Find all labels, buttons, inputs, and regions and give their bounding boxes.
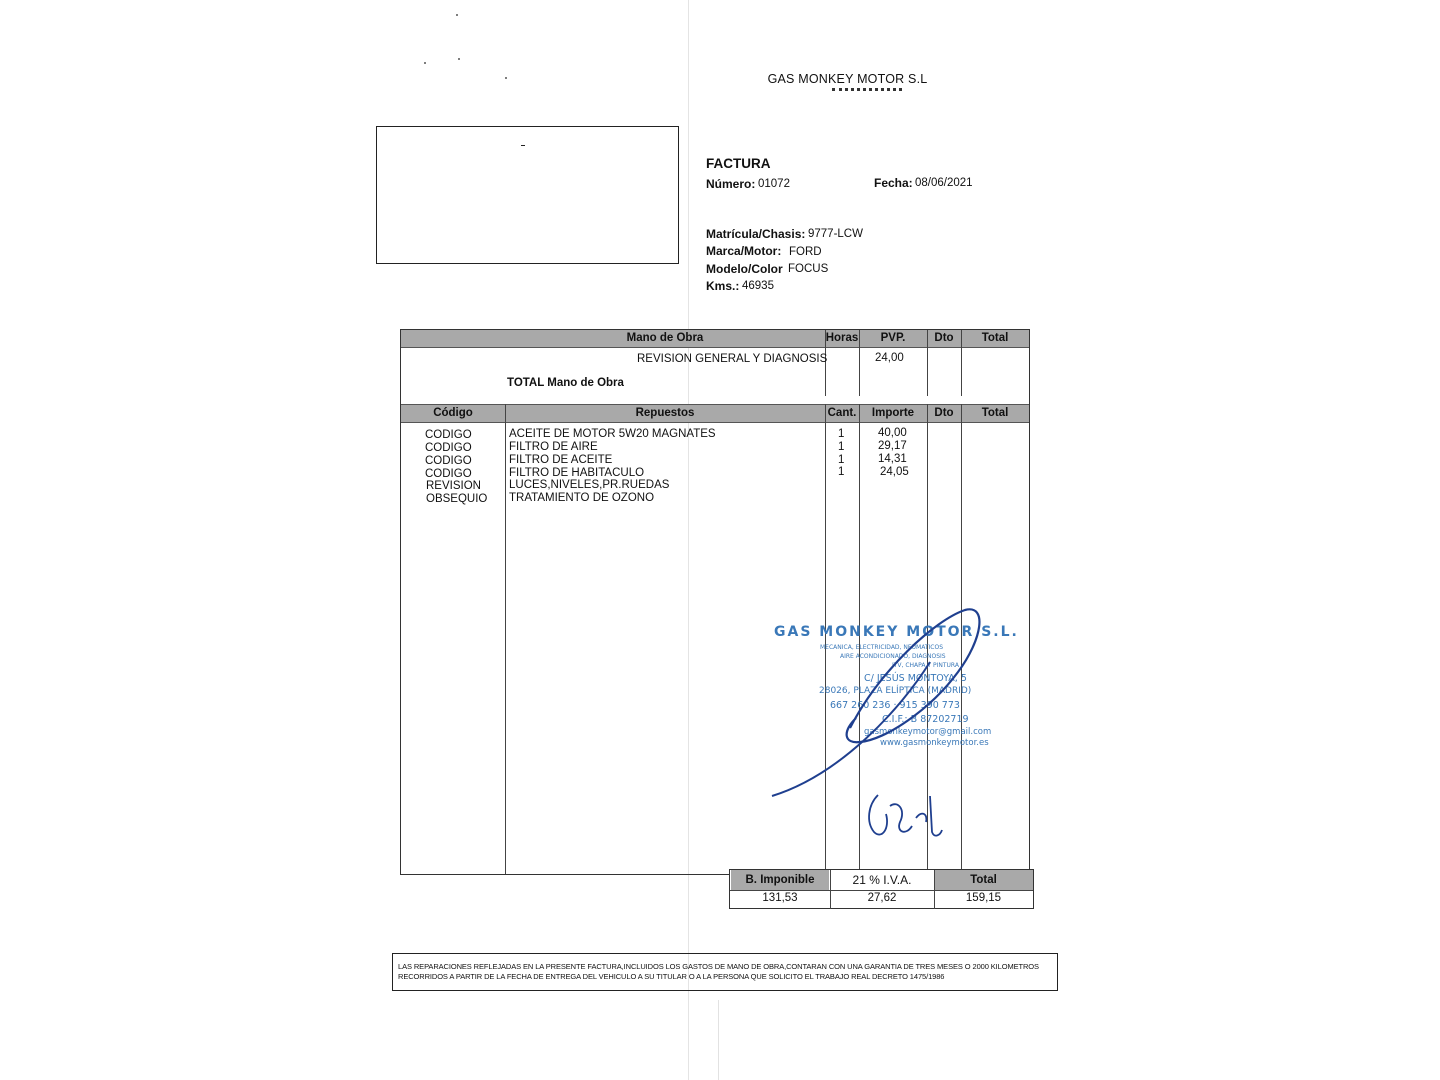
modelo-value: FOCUS — [788, 263, 829, 275]
part-row-cant: 1 — [838, 441, 845, 453]
parts-header-total: Total — [981, 407, 1009, 419]
warranty-notice: LAS REPARACIONES REFLEJADAS EN LA PRESENTE FACTURA,INCLUIDOS LOS GASTOS DE MANO DE OBRA,CONTARAN CON UNA GARANTIA DE TRES MESES O 2000 KILOMETROS RECORRIDOS A PARTIR DE LA FECHA DE ENTREGA DEL VEHICULO A SU TITULAR O A LA PERSONA QUE SOLICITO EL TRABAJO REAL DECRETO 1475/1986 — [392, 953, 1058, 991]
labor-header-mano-de-obra: Mano de Obra — [626, 332, 704, 344]
part-row-repuesto: FILTRO DE ACEITE — [509, 454, 613, 466]
invoice-number-label: Número: — [706, 177, 756, 191]
address-mark — [521, 145, 525, 146]
labor-header-pvp: PVP. — [880, 332, 906, 344]
labor-item-pvp: 24,00 — [875, 352, 904, 364]
iva-value: 27,62 — [867, 892, 897, 904]
labor-header-dto: Dto — [934, 332, 954, 344]
stamp-email: gasmonkeymotor@gmail.com — [864, 727, 992, 737]
signature-drawing — [760, 600, 1000, 860]
part-row-codigo: CODIGO — [425, 429, 472, 441]
labor-item-description: REVISION GENERAL Y DIAGNOSIS — [637, 353, 828, 365]
part-row-repuesto: FILTRO DE HABITACULO — [509, 467, 645, 479]
base-imponible-label: B. Imponible — [731, 870, 829, 890]
scan-speck — [505, 77, 507, 79]
paper-fold-line — [718, 1000, 719, 1080]
stamp-line: AIRE ACONDICIONADO, DIAGNOSIS — [840, 653, 946, 660]
parts-header-repuestos: Repuestos — [635, 407, 695, 419]
row-divider — [730, 890, 1033, 891]
labor-header-horas: Horas — [825, 332, 859, 344]
part-row-codigo: CODIGO — [425, 455, 472, 467]
totals-box — [729, 869, 1034, 909]
parts-header-dto: Dto — [934, 407, 954, 419]
stamp-web: www.gasmonkeymotor.es — [880, 738, 989, 748]
invoice-date-label: Fecha: — [874, 176, 913, 190]
kms-label: Kms.: — [706, 279, 740, 293]
scan-speck — [424, 62, 426, 64]
stamp-phones: 667 260 236 · 915 390 773 — [830, 700, 960, 711]
parts-header-importe: Importe — [871, 407, 915, 419]
labor-header — [401, 330, 1029, 348]
total-label: Total — [934, 870, 1033, 890]
marca-label: Marca/Motor: — [706, 244, 782, 258]
stamp-company-name: GAS MONKEY MOTOR S.L. — [774, 624, 1019, 640]
column-divider — [961, 330, 962, 396]
total-value: 159,15 — [965, 892, 1002, 904]
invoice-date: 08/06/2021 — [915, 177, 973, 189]
labor-header-total: Total — [981, 332, 1009, 344]
scan-speck — [458, 58, 460, 60]
part-row-codigo: REVISION — [426, 480, 481, 492]
customer-address-box — [376, 126, 679, 264]
part-row-repuesto: ACEITE DE MOTOR 5W20 MAGNATES — [509, 428, 716, 440]
marca-value: FORD — [789, 246, 822, 258]
stamp-line: ITV, CHAPA Y PINTURA — [892, 662, 959, 669]
parts-header-codigo: Código — [433, 407, 473, 419]
stamp-cif: C.I.F.: B 87202719 — [882, 714, 969, 725]
matricula-label: Matrícula/Chasis: — [706, 227, 806, 241]
stamp-line: MECANICA, ELECTRICIDAD, NEUMATICOS — [820, 644, 943, 651]
matricula-value: 9777-LCW — [808, 228, 863, 240]
company-subline-cut — [832, 87, 902, 92]
part-row-importe: 40,00 — [878, 427, 907, 439]
part-row-importe: 29,17 — [878, 440, 907, 452]
stamp-city: 28026, PLAZA ELÍPTICA (MADRID) — [819, 686, 972, 696]
part-row-repuesto: FILTRO DE AIRE — [509, 441, 598, 453]
column-divider — [859, 330, 860, 396]
modelo-label: Modelo/Color — [706, 262, 783, 276]
part-row-importe: 14,31 — [878, 453, 907, 465]
part-row-cant: 1 — [838, 428, 845, 440]
labor-total-label: TOTAL Mano de Obra — [507, 377, 624, 389]
part-row-codigo: CODIGO — [425, 442, 472, 454]
kms-value: 46935 — [742, 280, 774, 292]
invoice-number: 01072 — [758, 178, 790, 190]
column-divider — [505, 404, 506, 874]
part-row-cant: 1 — [838, 466, 845, 478]
base-imponible-value: 131,53 — [762, 892, 798, 904]
part-row-cant: 1 — [838, 454, 845, 466]
company-name: GAS MONKEY MOTOR S.L — [767, 72, 928, 86]
parts-header — [401, 404, 1029, 423]
parts-header-cant: Cant. — [827, 407, 857, 419]
scan-speck — [456, 14, 458, 16]
part-row-repuesto: LUCES,NIVELES,PR.RUEDAS — [509, 479, 670, 491]
column-divider — [927, 330, 928, 396]
part-row-codigo: OBSEQUIO — [426, 493, 488, 505]
iva-label: 21 % I.V.A. — [830, 870, 934, 890]
part-row-importe: 24,05 — [880, 466, 909, 478]
invoice-title: FACTURA — [706, 156, 771, 171]
part-row-repuesto: TRATAMIENTO DE OZONO — [509, 492, 655, 504]
stamp-address: C/ JESÚS MONTOYA, 5 — [864, 673, 967, 684]
part-row-codigo: CODIGO — [425, 468, 472, 480]
